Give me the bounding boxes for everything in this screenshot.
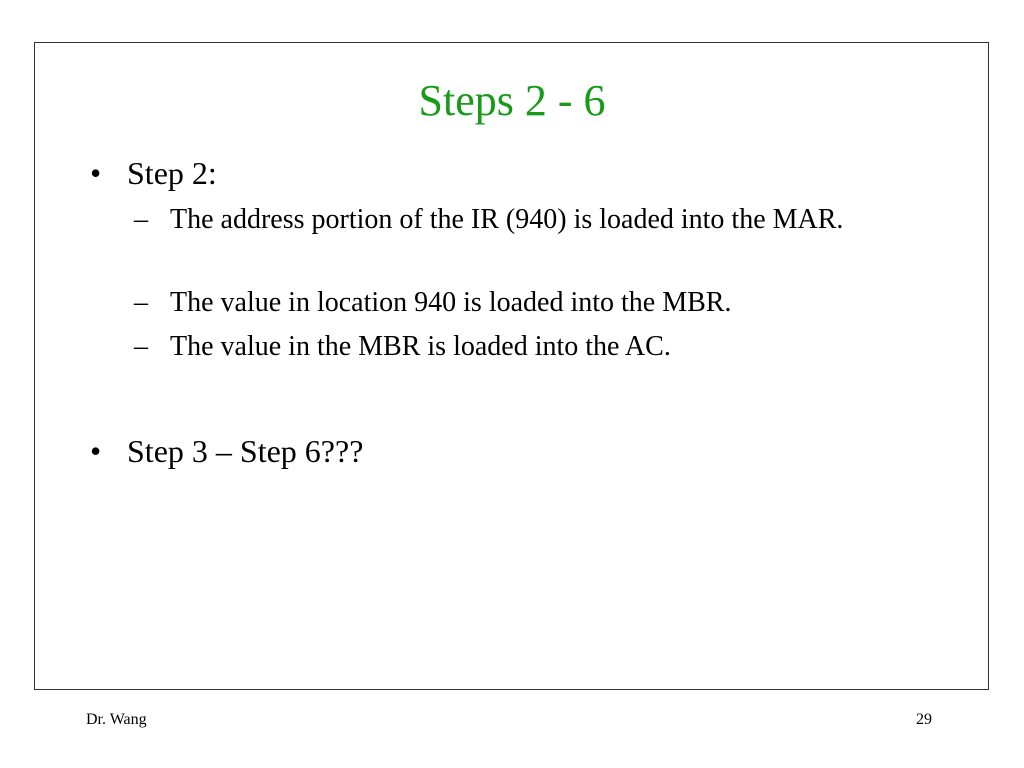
bullet-text: Step 3 – Step 6???: [127, 433, 364, 469]
sub-item-text: The value in location 940 is loaded into the MBR.: [170, 287, 732, 318]
bullet-marker: •: [90, 155, 102, 191]
sub-item-marker: –: [134, 287, 148, 318]
slide-title: Steps 2 - 6: [418, 76, 606, 125]
footer-page-number: 29: [916, 711, 932, 728]
footer-author: Dr. Wang: [86, 711, 147, 728]
sub-item-marker: –: [134, 204, 148, 235]
sub-item-marker: –: [134, 331, 148, 362]
bullet-marker: •: [90, 433, 102, 469]
sub-item-text: The value in the MBR is loaded into the AC.: [170, 331, 671, 362]
slide-frame: [34, 42, 989, 690]
sub-item-text: The address portion of the IR (940) is loaded into the MAR.: [170, 204, 844, 235]
bullet-text: Step 2:: [127, 155, 217, 191]
